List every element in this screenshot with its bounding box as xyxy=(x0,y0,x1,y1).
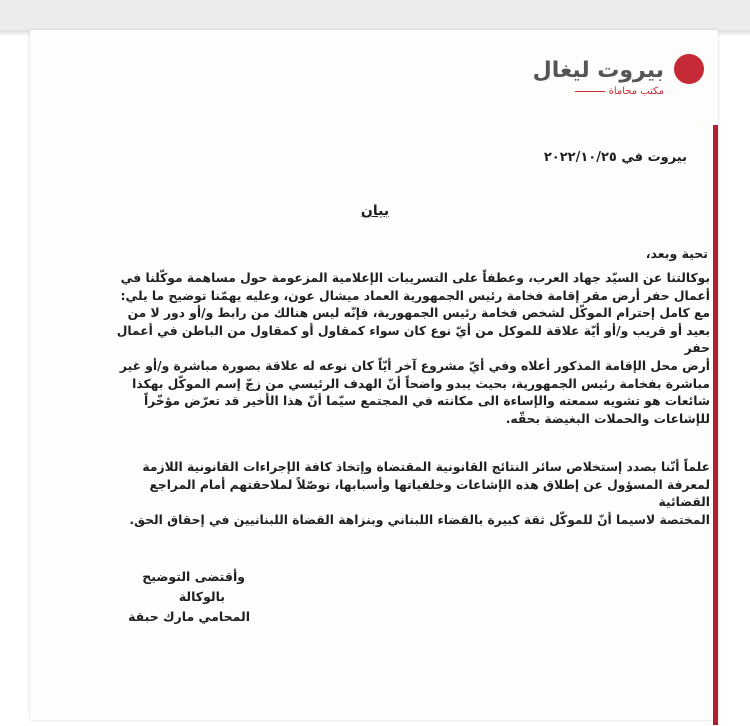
firm-subtitle: مكتب محاماة xyxy=(608,86,664,97)
letter-greeting: تحية وبعد، xyxy=(645,246,708,261)
paragraph-line: أرض محل الإقامة المذكور أعلاه وفي أيّ مشروع آخر أيّاً كان نوعه له علاقة بصورة مباشرة و/أو غير xyxy=(119,358,710,373)
paragraph-line: أعمال حفر أرض مقر إقامة فخامة رئيس الجمهورية العماد ميشال عون، وعليه يهمّنا توضيح ما يلي: xyxy=(120,288,710,303)
paragraph-line: شائعات هو تشويه سمعته والإساءة الى مكانته في المجتمع سيّما أنّ هذا الأخير قد تعرّض مؤخّراً xyxy=(143,394,710,409)
paragraph-line: بوكالتنا عن السيّد جهاد العرب، وعطفاً على التسريبات الإعلامية المزعومة حول مساهمة موكّلنا في xyxy=(120,271,710,285)
letter-heading: بيان xyxy=(360,203,390,219)
paragraph-line: لمعرفة المسؤول عن إطلاق هذه الإشاعات وخلفياتها وأسبابها، توصّلاً لملاحقتهم أمام المراجع القضائية xyxy=(149,477,710,510)
paragraph-line: بعيد أو قريب و/أو أيّة علاقة للموكل من أيّ نوع كان سواء كمقاول أو كمقاول من الباطن في أعمال حفر xyxy=(116,323,710,356)
paragraph-2 xyxy=(110,459,710,529)
firm-subtitle-row xyxy=(575,86,664,97)
letter-date: بيروت في ٢٠٢٢/١٠/٢٥ xyxy=(543,150,687,165)
paragraph-line: للإشاعات والحملات البغيضة بحقّه. xyxy=(505,411,710,426)
firm-name: بيروت ليغال xyxy=(532,58,664,83)
firm-logo xyxy=(486,56,686,126)
logo-circle-icon xyxy=(674,54,704,84)
paragraph-1 xyxy=(110,270,710,428)
paragraph-line: علماً أنّنا بصدد إستخلاص سائر النتائج القانونية المقتضاة وإتخاذ كافة الإجراءات القانونية اللازمة xyxy=(142,460,710,474)
signature-name: المحامي مارك حبقة xyxy=(128,609,250,624)
paragraph-line: المختصة لاسيما أنّ للموكّل ثقة كبيرة بالقضاء اللبناني وبنزاهة القضاة اللبنانيين في إحقاق الحق. xyxy=(129,512,710,527)
logo-divider xyxy=(575,91,605,92)
closing-line: وأقتضى التوضيح xyxy=(142,569,245,584)
paragraph-line: مباشرة بفخامة رئيس الجمهورية، بحيث يبدو واضحاً أنّ الهدف الرئيسي من زجّ إسم الموكّل بهكذا xyxy=(132,376,710,391)
top-bar xyxy=(0,0,750,30)
signature-role: بالوكالة xyxy=(178,589,225,604)
paragraph-line: مع كامل إحترام الموكّل لشخص فخامة رئيس الجمهورية، فإنّه ليس هنالك من رابط و/أو دور لا من xyxy=(127,306,710,321)
